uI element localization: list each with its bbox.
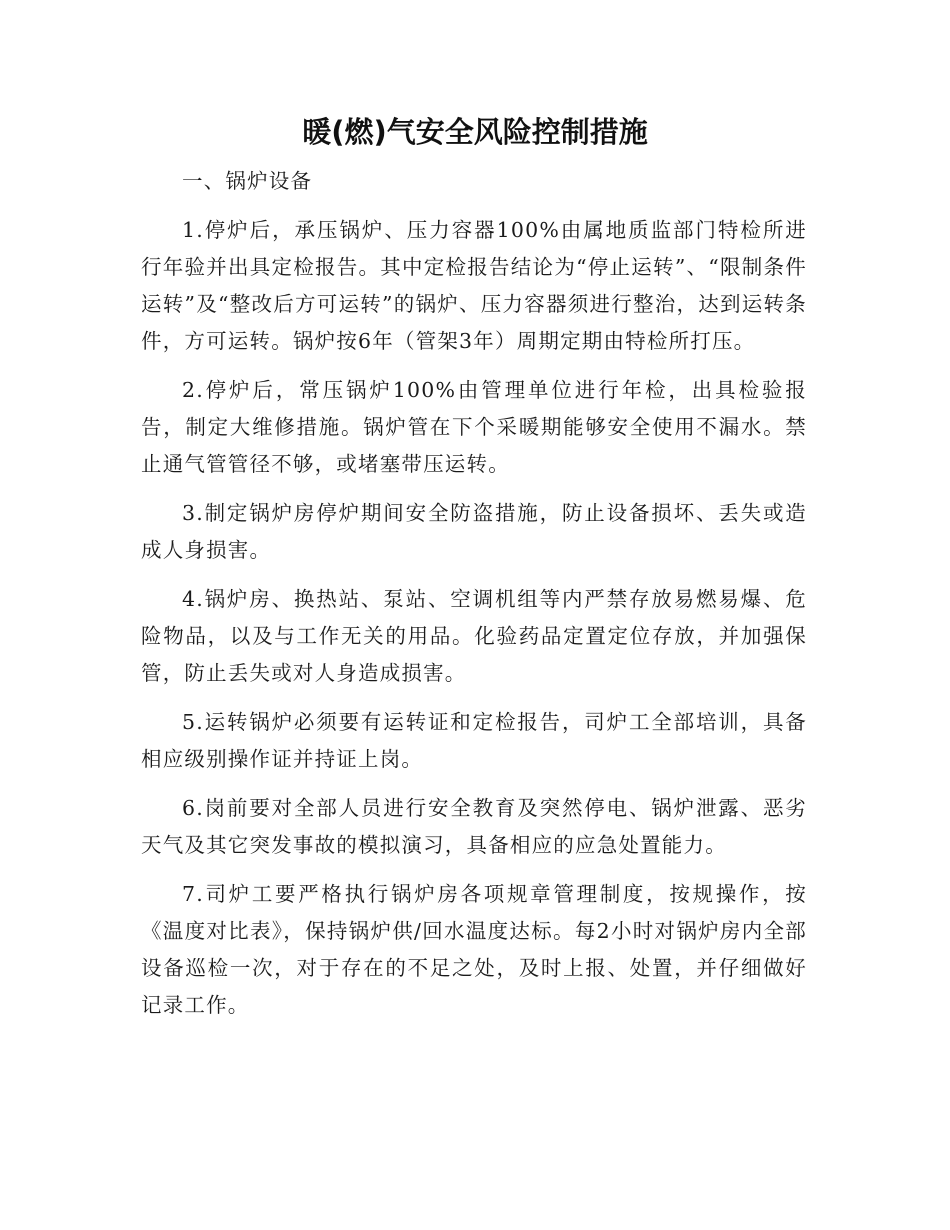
- paragraph-7: 7.司炉工要严格执行锅炉房各项规章管理制度，按规操作，按《温度对比表》，保持锅炉供/回水温度达标。每2小时对锅炉房内全部设备巡检一次，对于存在的不足之处，及时上报、处置，并仔细做好记录工作。: [141, 882, 807, 1017]
- paragraph-1: 1.停炉后，承压锅炉、压力容器100%由属地质监部门特检所进行年验并出具定检报告。其中定检报告结论为“停止运转”、“限制条件运转”及“整改后方可运转”的锅炉、压力容器须进行整治，达到运转条件，方可运转。锅炉按6年（管架3年）周期定期由特检所打压。: [141, 218, 807, 353]
- paragraph-3: 3.制定锅炉房停炉期间安全防盗措施，防止设备损坏、丢失或造成人身损害。: [141, 501, 807, 562]
- paragraph-2: 2.停炉后，常压锅炉100%由管理单位进行年检，出具检验报告，制定大维修措施。锅炉管在下个采暖期能够安全使用不漏水。禁止通气管管径不够，或堵塞带压运转。: [141, 378, 807, 476]
- paragraph-4: 4.锅炉房、换热站、泵站、空调机组等内严禁存放易燃易爆、危险物品，以及与工作无关的用品。化验药品定置定位存放，并加强保管，防止丢失或对人身造成损害。: [141, 587, 807, 685]
- paragraph-6: 6.岗前要对全部人员进行安全教育及突然停电、锅炉泄露、恶劣天气及其它突发事故的模拟演习，具备相应的应急处置能力。: [141, 796, 807, 857]
- section-heading: 一、锅炉设备: [182, 169, 313, 193]
- document-body: [141, 163, 807, 1036]
- paragraph-5: 5.运转锅炉必须要有运转证和定检报告，司炉工全部培训，具备相应级别操作证并持证上岗。: [141, 710, 807, 771]
- document-title: 暖(燃)气安全风险控制措施: [302, 115, 648, 149]
